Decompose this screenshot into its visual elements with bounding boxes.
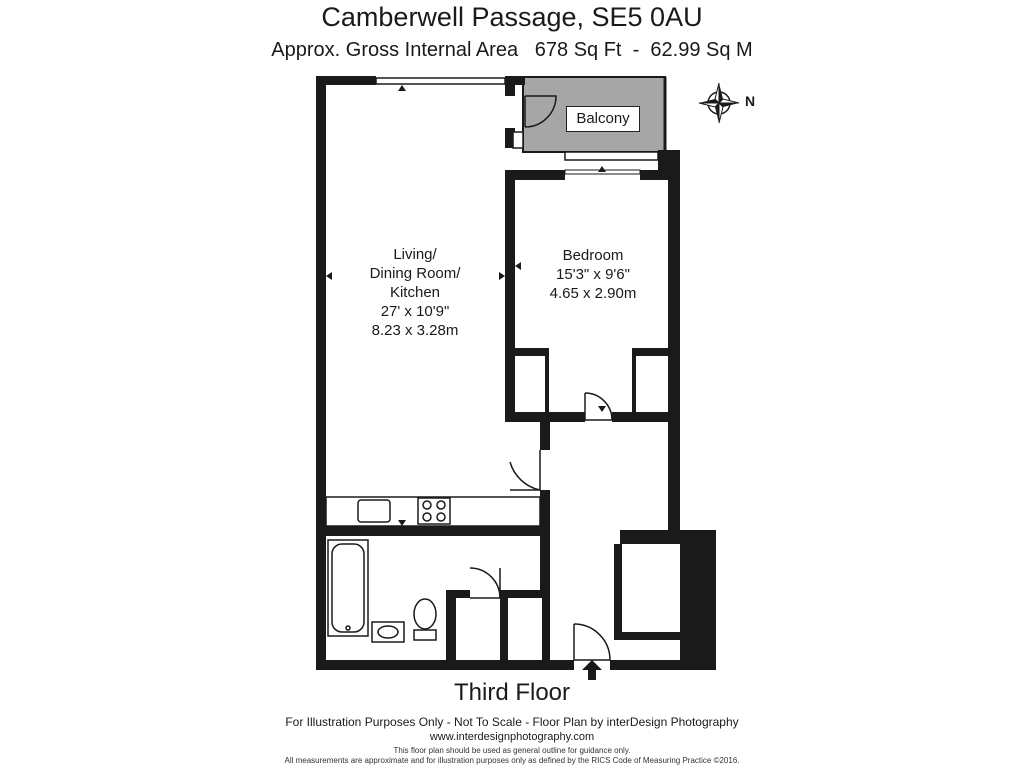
compass-north-label: N [745, 93, 756, 109]
living-name-line3: Kitchen [389, 284, 441, 301]
disclaimer-line: For Illustration Purposes Only - Not To Scale - Floor Plan by interDesign Photography [285, 715, 739, 729]
bathtub [328, 540, 368, 636]
bathroom-basin [372, 622, 404, 642]
property-address: Camberwell Passage, SE5 0AU [321, 2, 703, 32]
room-label-bedroom [520, 246, 666, 303]
area-separator: - [632, 39, 640, 61]
measurement-note: All measurements are approximate and for illustration purposes only as defined by the RICS Code of Measuring Practice ©2016. [284, 756, 740, 765]
toilet [414, 599, 436, 640]
bedroom-dims-metric: 4.65 x 2.90m [549, 285, 637, 302]
compass-rose-icon [699, 83, 739, 123]
floor-label: Third Floor [453, 679, 571, 706]
living-name-line1: Living/ [393, 246, 437, 263]
living-dims-imperial: 27' x 10'9" [380, 303, 450, 320]
meter-cupboard [513, 132, 523, 148]
entrance-arrow-icon [582, 660, 602, 680]
area-sqft: 678 Sq Ft [534, 39, 622, 61]
room-label-living [340, 245, 490, 340]
kitchen-sink [358, 500, 390, 522]
exterior-walls [316, 76, 716, 670]
living-dims-metric: 8.23 x 3.28m [371, 322, 459, 339]
area-sqm: 62.99 Sq M [650, 39, 753, 61]
bedroom-window [565, 152, 658, 160]
bedroom-dims-imperial: 15'3" x 9'6" [556, 266, 630, 283]
area-label: Approx. Gross Internal Area [271, 39, 519, 61]
bedroom-name: Bedroom [562, 247, 624, 264]
living-window [376, 78, 505, 84]
website-link[interactable]: www.interdesignphotography.com [429, 731, 595, 743]
guidance-note: This floor plan should be used as general outline for guidance only. [393, 746, 631, 755]
living-name-line2: Dining Room/ [369, 265, 461, 282]
interior-walls [326, 76, 680, 670]
room-label-balcony: Balcony [566, 106, 640, 132]
